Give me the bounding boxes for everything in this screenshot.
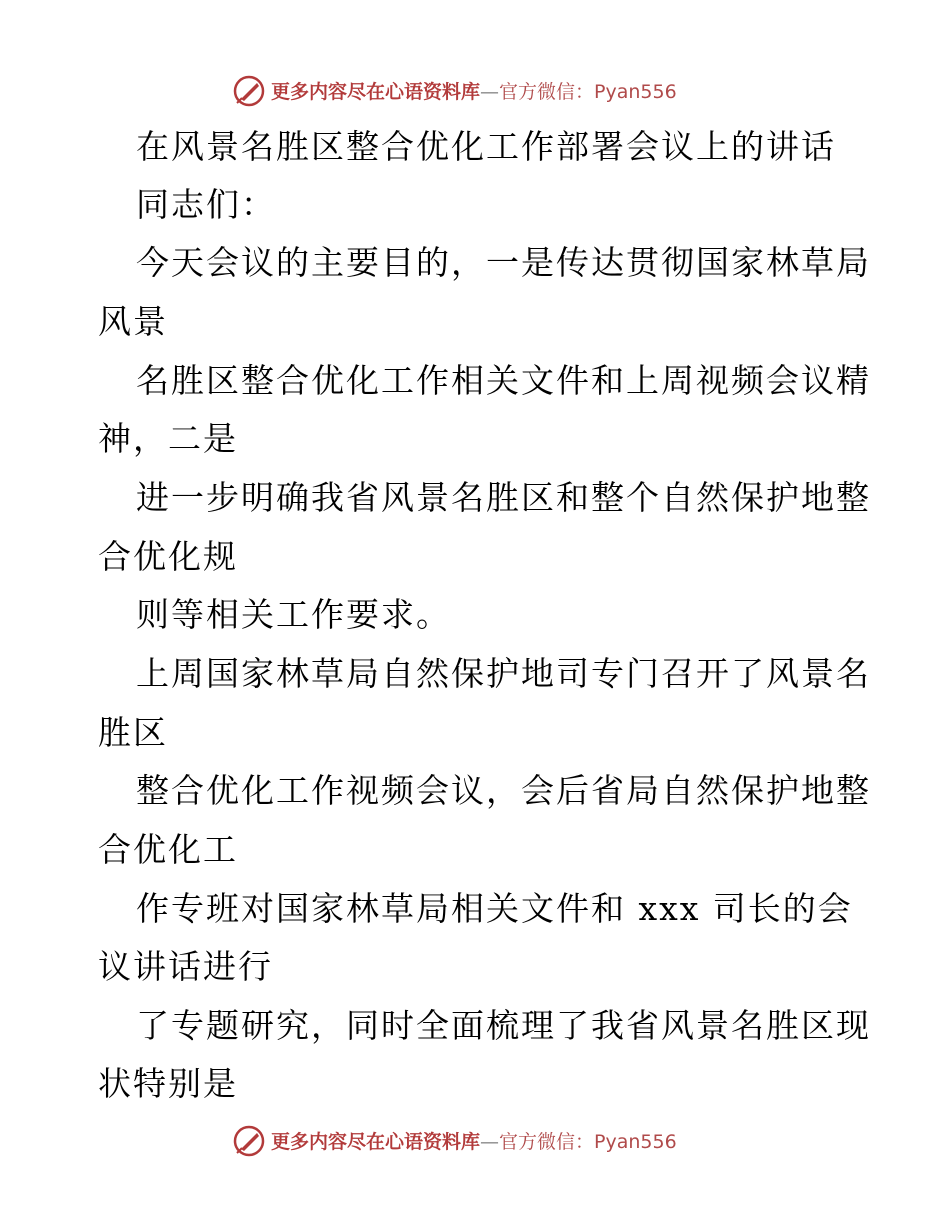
banner-text	[271, 77, 677, 104]
paragraph-line: 进一步明确我省风景名胜区和整个自然保护地整	[136, 478, 871, 517]
banner-prefix: 更多内容尽在心语资料库	[271, 1131, 481, 1153]
paragraph-line: 合优化规	[98, 537, 238, 576]
paragraph-line: 神，二是	[98, 419, 238, 458]
banner-prefix: 更多内容尽在心语资料库	[271, 81, 481, 103]
paragraph-line: 风景	[98, 302, 168, 341]
paragraph-line: 议讲话进行	[98, 947, 273, 986]
banner-wechat-label: 官方微信：	[499, 81, 595, 103]
paragraph-line: 整合优化工作视频会议，会后省局自然保护地整	[136, 771, 871, 810]
paragraph-line: 胜区	[98, 713, 168, 752]
paragraph-line: 则等相关工作要求。	[136, 595, 451, 634]
header-banner	[0, 70, 950, 110]
paragraph-line: 今天会议的主要目的，一是传达贯彻国家林草局	[136, 243, 871, 282]
banner-text	[271, 1127, 677, 1154]
banner-wechat-id: Pyan556	[594, 81, 677, 103]
document-title: 在风景名胜区整合优化工作部署会议上的讲话	[136, 127, 836, 166]
banner-wechat-id: Pyan556	[594, 1131, 677, 1153]
paragraph-line: 作专班对国家林草局相关文件和 xxx 司长的会	[136, 889, 853, 928]
banner-wechat-label: 官方微信：	[499, 1131, 595, 1153]
banner-dash: —	[480, 1131, 500, 1153]
paragraph-line: 名胜区整合优化工作相关文件和上周视频会议精	[136, 361, 871, 400]
quill-pen-logo-icon	[232, 74, 266, 108]
paragraph-line: 状特别是	[98, 1064, 238, 1103]
paragraph-line: 上周国家林草局自然保护地司专门召开了风景名	[136, 654, 871, 693]
banner-dash: —	[480, 81, 500, 103]
footer-banner	[0, 1120, 950, 1160]
salutation: 同志们：	[136, 185, 276, 224]
paragraph-line: 合优化工	[98, 830, 238, 869]
paragraph-line: 了专题研究，同时全面梳理了我省风景名胜区现	[136, 1006, 871, 1045]
quill-pen-logo-icon	[232, 1124, 266, 1158]
